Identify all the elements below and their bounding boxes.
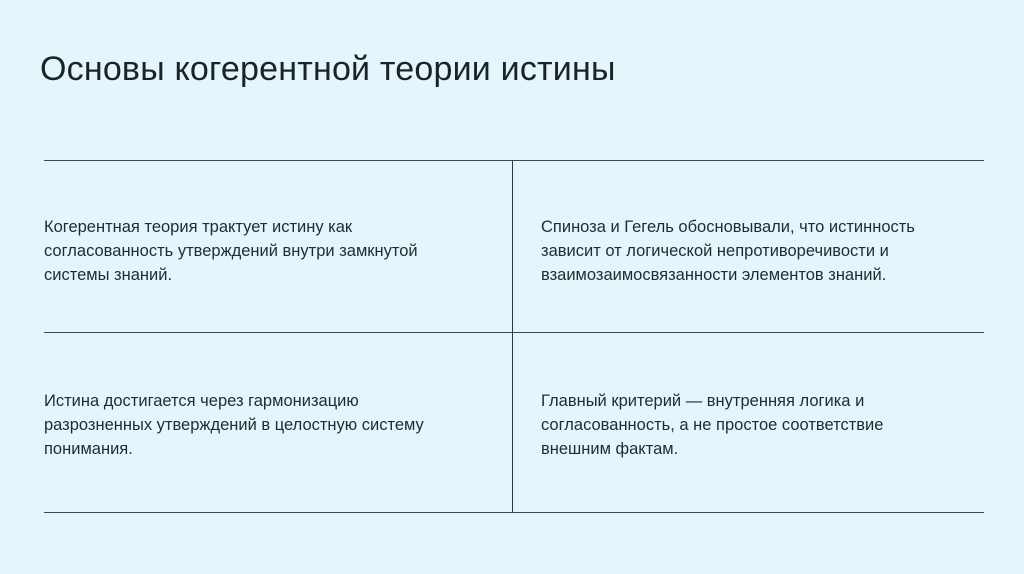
cell-line: понимания.	[44, 440, 133, 458]
cell-line: системы знаний.	[44, 266, 173, 284]
slide-title: Основы когерентной теории истины	[40, 50, 616, 88]
cell-line: взаимозаимосвязанности элементов знаний.	[541, 266, 887, 284]
cell-line: Истина достигается через гармонизацию	[44, 392, 359, 410]
cell-line: разрозненных утверждений в целостную систему	[44, 416, 424, 434]
cell-line: согласованность утверждений внутри замкнутой	[44, 242, 418, 260]
grid-cell-bottom-left	[44, 389, 484, 461]
cell-line: согласованность, а не простое соответствие	[541, 416, 884, 434]
middle-divider	[44, 332, 984, 333]
cell-line: Спиноза и Гегель обосновывали, что истинность	[541, 218, 915, 236]
bottom-divider	[44, 512, 984, 513]
cell-line: внешним фактам.	[541, 440, 679, 458]
grid-cell-top-left	[44, 215, 484, 287]
cell-line: Главный критерий — внутренняя логика и	[541, 392, 865, 410]
top-divider	[44, 160, 984, 161]
grid-cell-top-right	[541, 215, 981, 287]
cell-line: зависит от логической непротиворечивости и	[541, 242, 889, 260]
grid-cell-bottom-right	[541, 389, 981, 461]
cell-line: Когерентная теория трактует истину как	[44, 218, 353, 236]
column-divider	[512, 161, 513, 512]
